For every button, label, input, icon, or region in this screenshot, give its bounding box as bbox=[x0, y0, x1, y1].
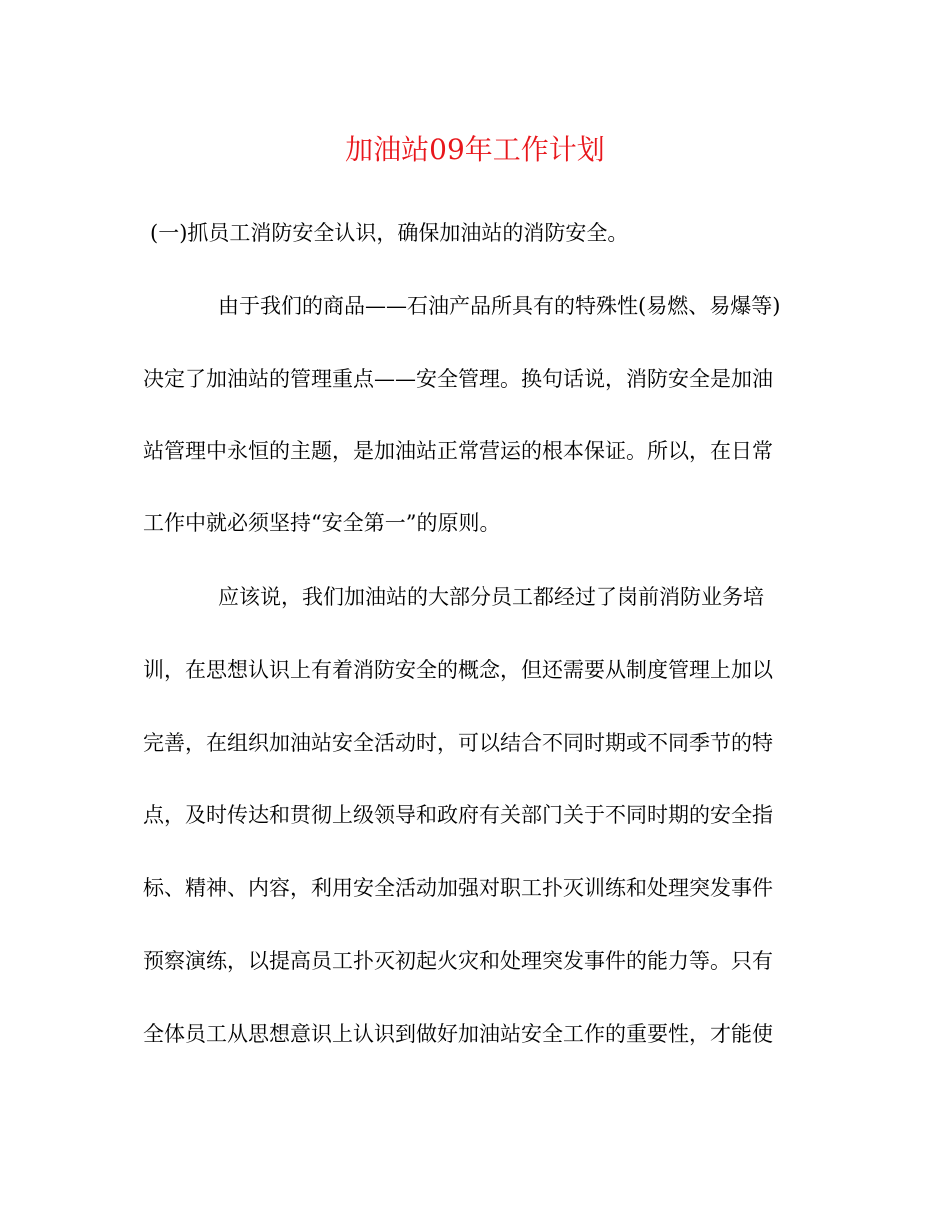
paragraph-line: 预察演练，以提高员工扑灭初起火灾和处理突发事件的能力等。只有 bbox=[143, 949, 773, 973]
paragraph-line: 完善，在组织加油站安全活动时，可以结合不同时期或不同季节的特 bbox=[143, 731, 773, 755]
paragraph-line: 工作中就必须坚持“安全第一”的原则。 bbox=[143, 511, 501, 535]
document-title: 加油站09年工作计划 bbox=[345, 133, 605, 166]
paragraph-line: 由于我们的商品——石油产品所具有的特殊性(易燃、易爆等) bbox=[218, 294, 781, 318]
paragraph-line: 点，及时传达和贯彻上级领导和政府有关部门关于不同时期的安全指 bbox=[143, 803, 773, 827]
paragraph-line: 训，在思想认识上有着消防安全的概念，但还需要从制度管理上加以 bbox=[143, 658, 773, 682]
paragraph-line: 标、精神、内容，利用安全活动加强对职工扑灭训练和处理突发事件 bbox=[143, 876, 773, 900]
section-heading: (一)抓员工消防安全认识，确保加油站的消防安全。 bbox=[150, 221, 629, 245]
paragraph-line: 全体员工从思想意识上认识到做好加油站安全工作的重要性，才能使 bbox=[143, 1022, 773, 1046]
paragraph-line: 决定了加油站的管理重点——安全管理。换句话说，消防安全是加油 bbox=[143, 367, 773, 391]
paragraph-line: 站管理中永恒的主题，是加油站正常营运的根本保证。所以，在日常 bbox=[143, 439, 773, 463]
paragraph-line: 应该说，我们加油站的大部分员工都经过了岗前消防业务培 bbox=[218, 585, 764, 609]
